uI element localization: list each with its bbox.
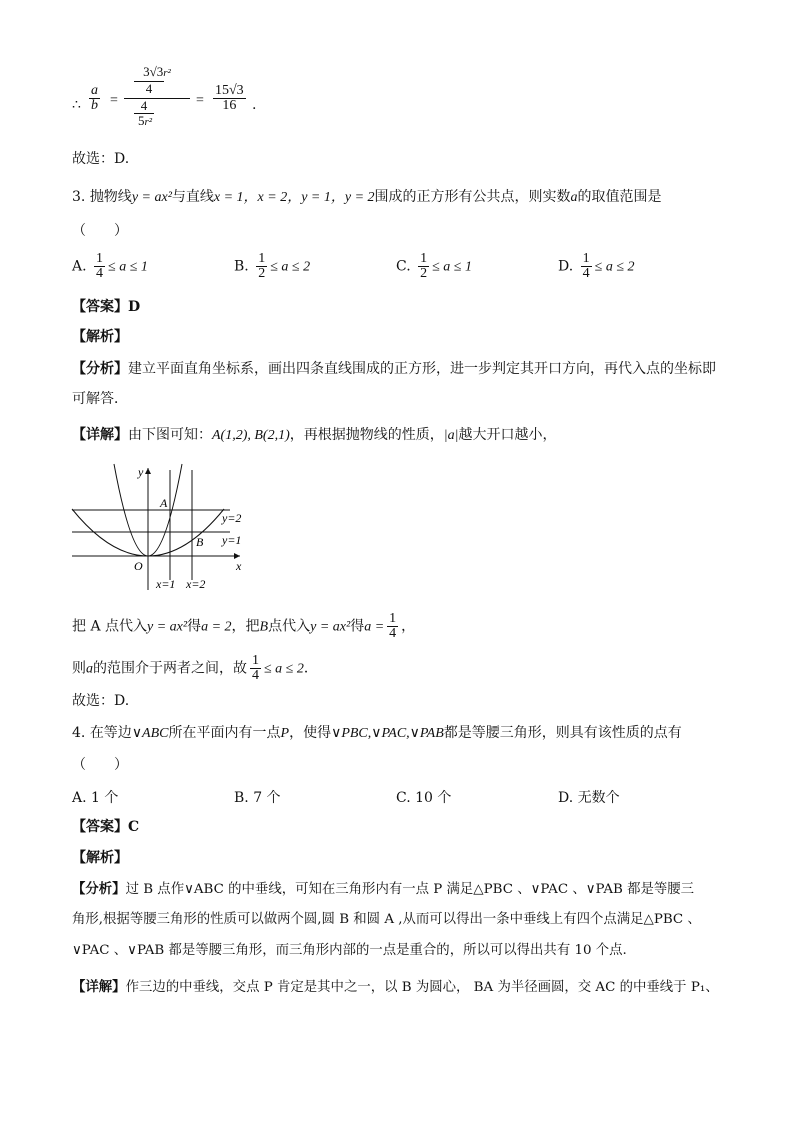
q3-xiangjie: 【详解】由下图可知：A(1,2), B(2,1)，再根据抛物线的性质，|a|越大开口越小，	[72, 427, 557, 443]
equals-2: =	[196, 93, 204, 108]
label-x: x	[236, 559, 242, 573]
q3-fenxi-1: 【分析】建立平面直角坐标系，画出四条直线围成的正方形，进一步判定其开口方向，再代入点的坐标即	[72, 361, 716, 377]
q4-fenxi-3: ∨PAC 、∨PAB 都是等腰三角形，而三角形内部的一点是重合的，所以可以得出共有 10 个点.	[72, 943, 627, 958]
ratio-fraction: $\frac{a}{b}$	[91, 83, 98, 113]
therefore-symbol: ∴	[72, 97, 81, 113]
label-origin: O	[134, 559, 143, 573]
select-top: 故选：D.	[72, 151, 130, 167]
q4-jiexi: 【解析】	[72, 850, 128, 866]
q3-option-b: B. $\frac{1}{2}$ ≤ a ≤ 2	[234, 251, 311, 281]
q4-option-a: A. 1 个	[72, 790, 119, 806]
label-x-equals-1: x=1	[156, 577, 176, 591]
q4-stem: 4. 在等边∨ABC所在平面内有一点P，使得∨PBC,∨PAC,∨PAB都是等腰三角形，则具有该性质的点有	[72, 725, 682, 741]
q4-xiangjie: 【详解】作三边的中垂线，交点 P 肯定是其中之一，以 B 为圆心， BA 为半径画圆，交 AC 的中垂线于 P₁、	[72, 979, 719, 995]
q4-fenxi-2: 角形,根据等腰三角形的性质可以做两个圆,圆 B 和圆 A ,从而可以得出一条中垂线上有四个点满足△PBC 、	[72, 912, 701, 927]
q3-answer: 【答案】D	[72, 299, 141, 315]
compound-fraction: 3√3r² 4 4 5r²	[124, 64, 190, 129]
q4-fenxi-1: 【分析】过 B 点作∨ABC 的中垂线，可知在三角形内有一点 P 满足△PBC 、∨PAC 、∨PAB 都是等腰三	[72, 881, 695, 897]
q3-range: 则a的范围介于两者之间，故 $\frac{1}{4}$ ≤ a ≤ 2．	[72, 653, 318, 683]
result-fraction: $\frac{15√3}{16}$	[215, 83, 244, 113]
label-y-equals-2: y=2	[222, 511, 242, 525]
label-y: y	[138, 465, 144, 479]
q3-option-a: A. $\frac{1}{4}$ ≤ a ≤ 1	[72, 251, 148, 281]
q3-option-d: D. $\frac{1}{4}$ ≤ a ≤ 2	[558, 251, 635, 281]
parabola-graph	[70, 462, 250, 592]
q3-jiexi: 【解析】	[72, 329, 128, 345]
q3-stem: 3. 抛物线y = ax²与直线x = 1，x = 2，y = 1，y = 2围成的正方形有公共点，则实数a的取值范围是	[72, 189, 662, 205]
equals-1: =	[110, 93, 118, 108]
q3-fenxi-2: 可解答．	[72, 391, 128, 407]
q3-select: 故选：D.	[72, 693, 130, 709]
q4-paren: （ ）	[72, 757, 128, 773]
q4-option-b: B. 7 个	[234, 790, 281, 806]
q3-paren: （ ）	[72, 223, 128, 239]
q4-answer: 【答案】C	[72, 819, 140, 835]
label-point-a: A	[160, 496, 168, 510]
q3-substitution: 把 A 点代入y = ax²得a = 2，把B点代入y = ax²得a = $\frac{1}{4}$ ，	[72, 611, 416, 641]
q4-option-d: D. 无数个	[558, 790, 620, 806]
label-y-equals-1: y=1	[222, 533, 242, 547]
y-axis-arrow	[145, 468, 151, 474]
label-x-equals-2: x=2	[186, 577, 206, 591]
q4-option-c: C. 10 个	[396, 790, 452, 806]
label-point-b: B	[196, 535, 204, 549]
q3-option-c: C. $\frac{1}{2}$ ≤ a ≤ 1	[396, 251, 472, 281]
